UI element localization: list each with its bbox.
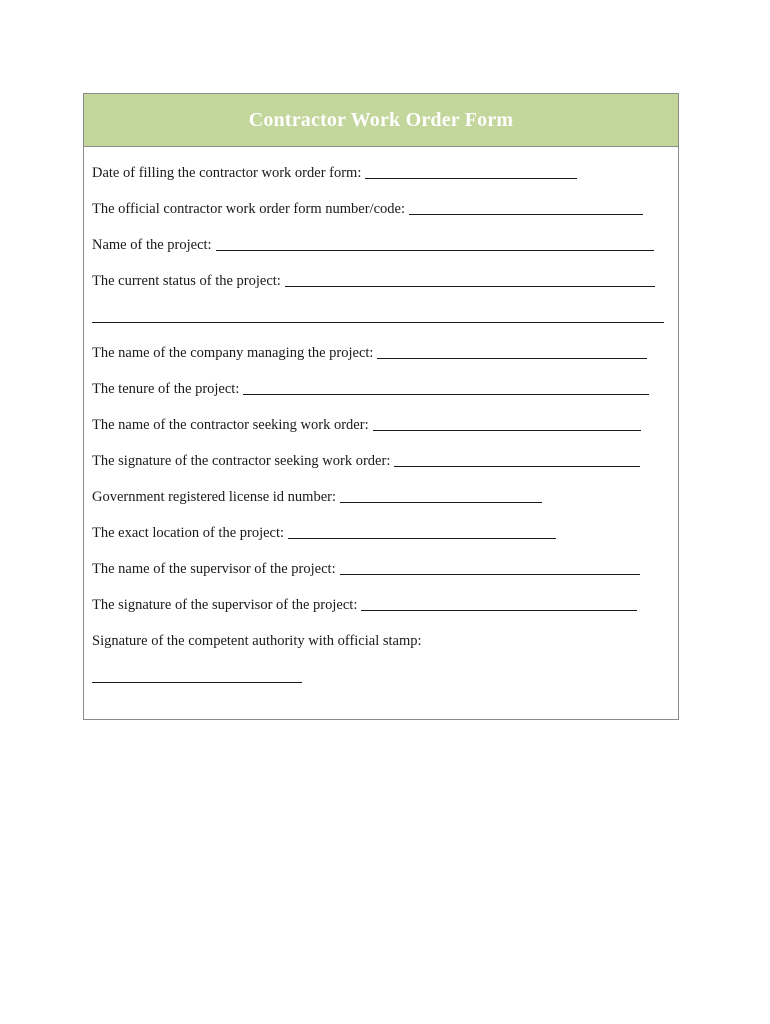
location-field-row (92, 524, 556, 542)
authority-signature-field-row (92, 632, 422, 650)
project-status-continuation-line[interactable] (92, 321, 664, 323)
supervisor-name-input-line[interactable] (340, 573, 640, 575)
project-status-input-line[interactable] (285, 285, 655, 287)
contractor-name-input-line[interactable] (373, 429, 641, 431)
tenure-input-line[interactable] (243, 393, 649, 395)
location-input-line[interactable] (288, 537, 556, 539)
contractor-signature-field-row (92, 452, 640, 470)
license-id-field-row (92, 488, 542, 506)
contractor-name-field-row (92, 416, 641, 434)
tenure-field-row (92, 380, 649, 398)
license-id-input-line[interactable] (340, 501, 542, 503)
contractor-signature-input-line[interactable] (394, 465, 640, 467)
managing-company-label: The name of the company managing the project: (92, 345, 374, 361)
form-number-input-line[interactable] (409, 213, 643, 215)
form-number-field-row (92, 200, 643, 218)
supervisor-signature-field-row (92, 596, 637, 614)
form-number-label: The official contractor work order form number/code: (92, 201, 405, 217)
tenure-label: The tenure of the project: (92, 381, 240, 397)
contractor-name-label: The name of the contractor seeking work order: (92, 417, 369, 433)
form-title: Contractor Work Order Form (248, 108, 514, 131)
date-field-row (92, 164, 577, 182)
date-label: Date of filling the contractor work order form: (92, 165, 362, 181)
supervisor-signature-label: The signature of the supervisor of the project: (92, 597, 358, 613)
project-name-label: Name of the project: (92, 237, 212, 253)
date-input-line[interactable] (365, 177, 577, 179)
contractor-signature-label: The signature of the contractor seeking work order: (92, 453, 391, 469)
supervisor-name-field-row (92, 560, 640, 578)
authority-signature-input-line[interactable] (92, 681, 302, 683)
supervisor-signature-input-line[interactable] (361, 609, 637, 611)
project-status-field-row (92, 272, 655, 290)
location-label: The exact location of the project: (92, 525, 285, 541)
project-name-field-row (92, 236, 654, 254)
license-id-label: Government registered license id number: (92, 489, 337, 505)
form-header (84, 94, 678, 147)
project-name-input-line[interactable] (216, 249, 654, 251)
supervisor-name-label: The name of the supervisor of the project: (92, 561, 336, 577)
managing-company-field-row (92, 344, 647, 362)
work-order-form (83, 93, 679, 720)
authority-signature-label: Signature of the competent authority with official stamp: (92, 633, 422, 649)
managing-company-input-line[interactable] (377, 357, 647, 359)
project-status-label: The current status of the project: (92, 273, 281, 289)
